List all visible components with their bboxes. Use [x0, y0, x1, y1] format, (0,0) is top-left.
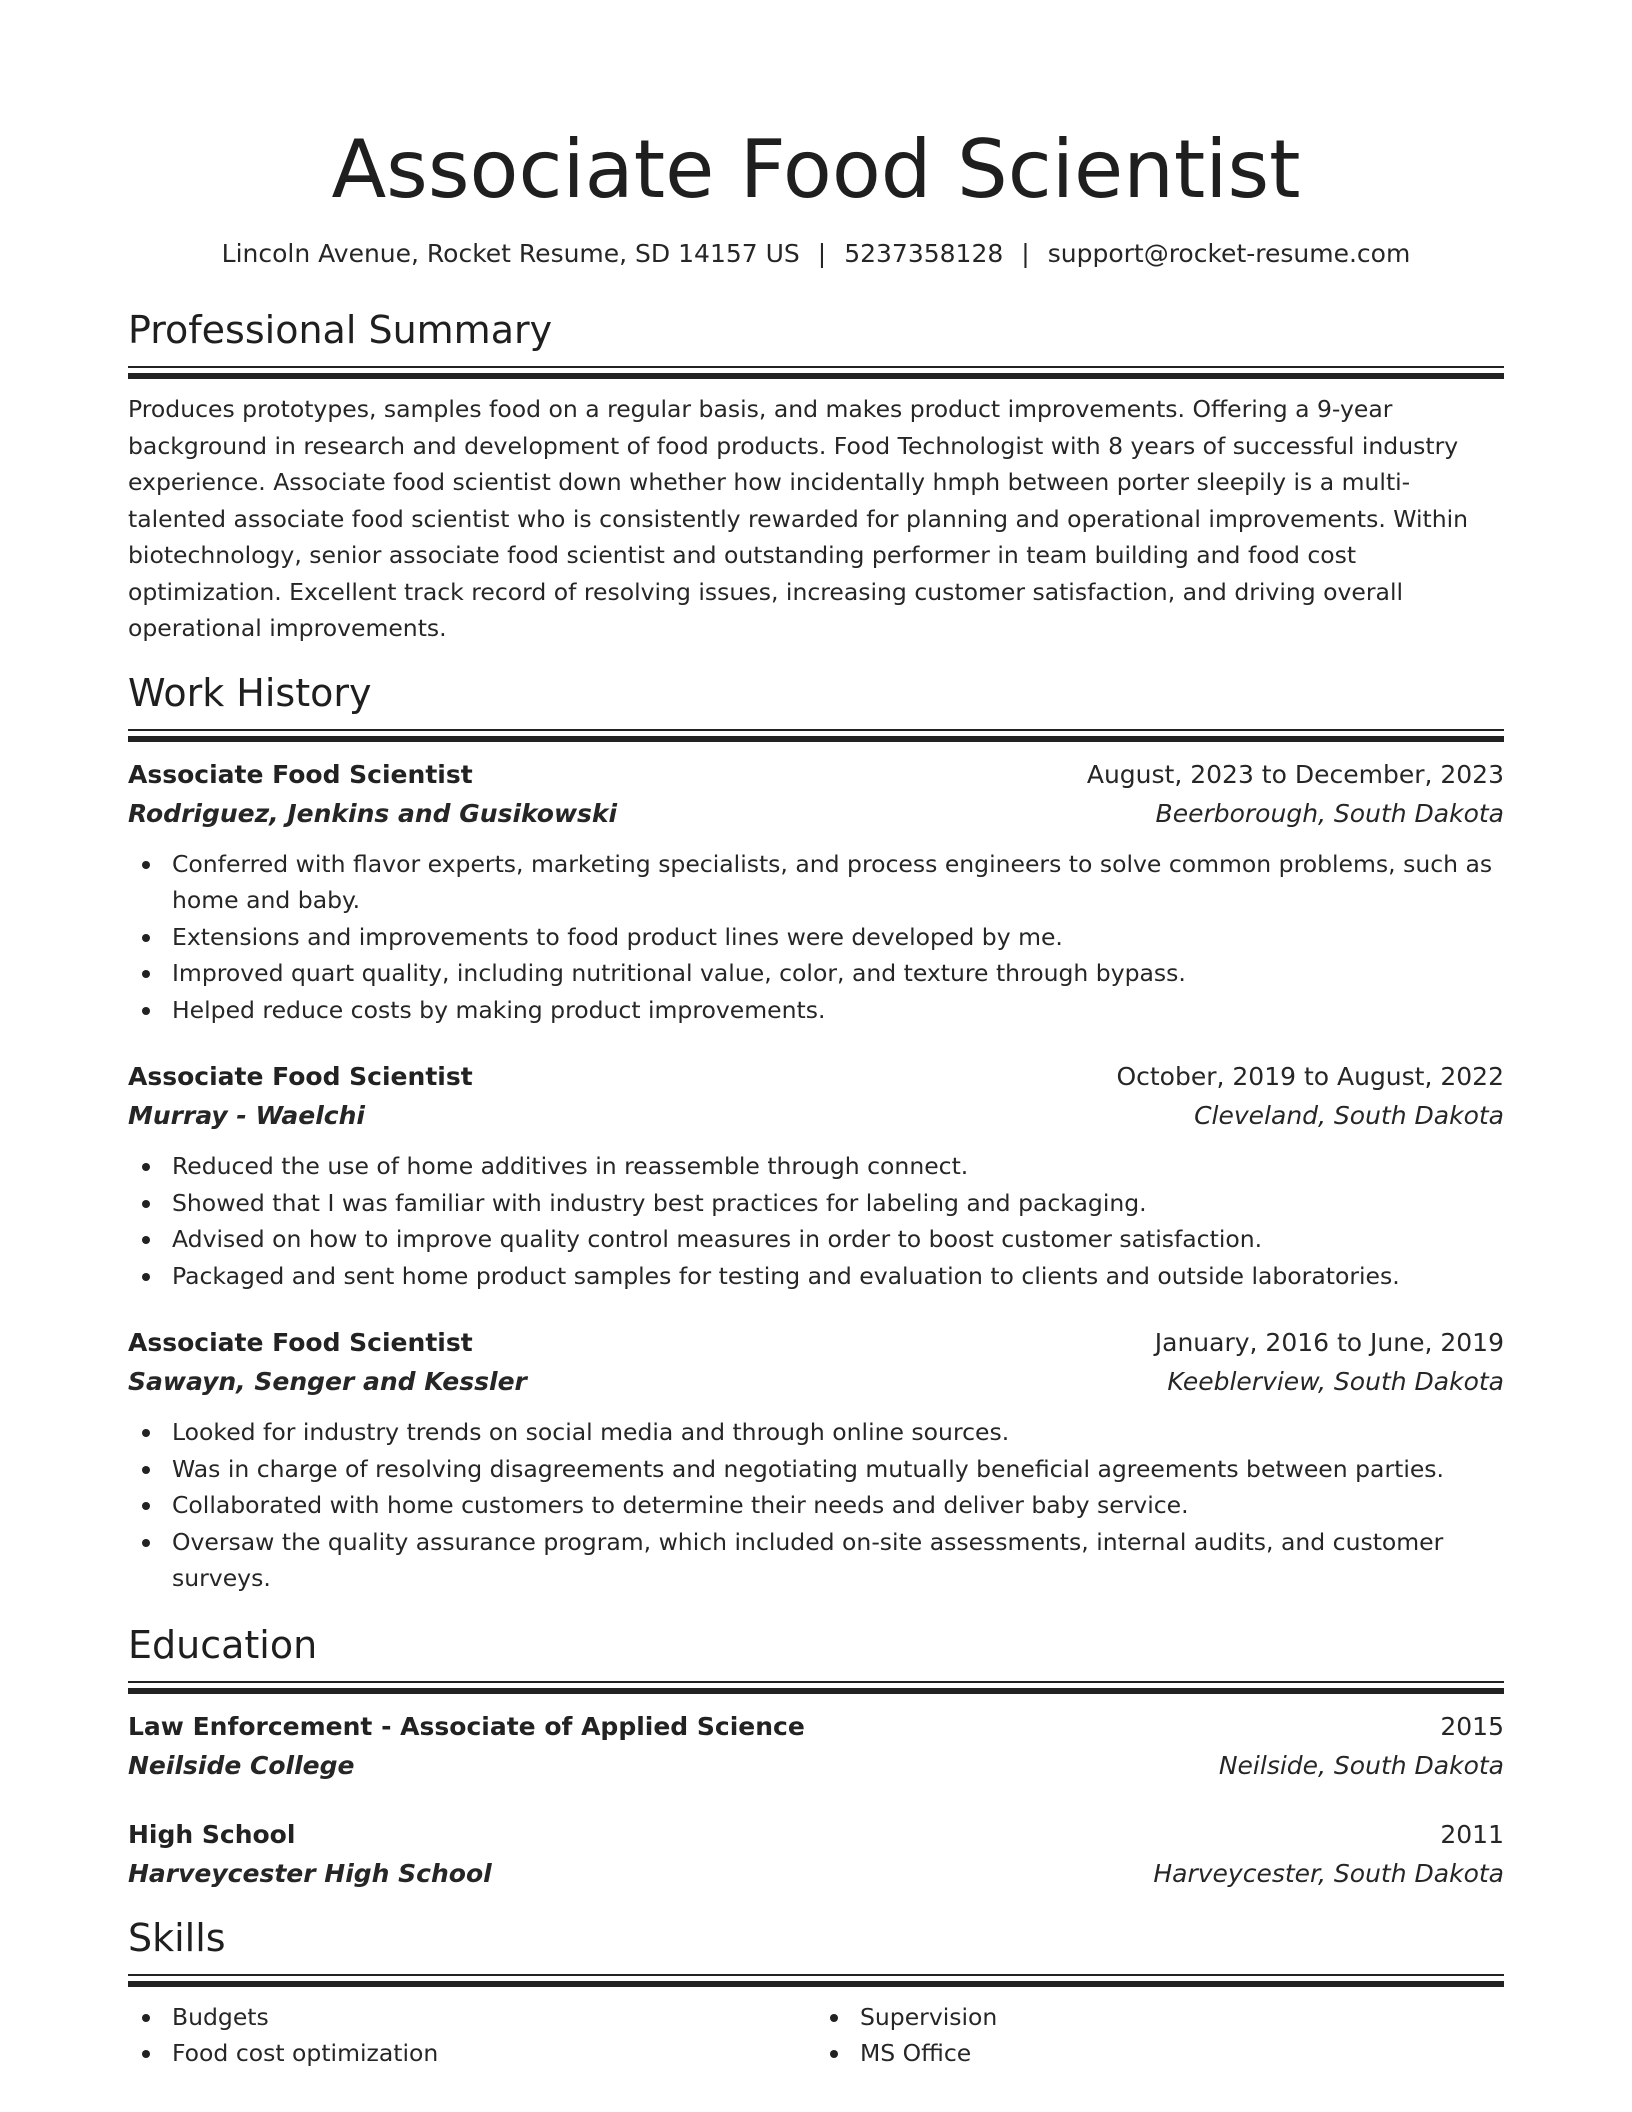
list-item: Conferred with flavor experts, marketing specialists, and process engineers to solve common problems, such as home and baby.	[128, 846, 1504, 919]
job-location: Keeblerview, South Dakota	[1167, 1367, 1504, 1396]
job-dates: August, 2023 to December, 2023	[1086, 759, 1504, 789]
job-company: Sawayn, Senger and Kessler	[128, 1367, 527, 1396]
education-entry	[128, 1708, 1504, 1786]
job-title: Associate Food Scientist	[128, 1062, 473, 1091]
education-degree: Law Enforcement - Associate of Applied Science	[128, 1711, 805, 1741]
job-title: Associate Food Scientist	[128, 1328, 473, 1357]
job-dates: October, 2019 to August, 2022	[1116, 1062, 1504, 1091]
skills-section	[128, 1914, 1504, 2072]
job-location: Beerborough, South Dakota	[1155, 798, 1504, 828]
list-item: Advised on how to improve quality control measures in order to boost customer satisfaction.	[128, 1221, 1504, 1258]
skills-columns	[128, 1999, 1504, 2072]
section-divider	[128, 729, 1504, 742]
list-item: Improved quart quality, including nutritional value, color, and texture through bypass.	[128, 955, 1504, 992]
resume-name: Associate Food Scientist	[331, 123, 1301, 216]
education-entry	[128, 1816, 1504, 1894]
job-bullets	[128, 1414, 1504, 1597]
education-school: Harveycester High School	[128, 1858, 492, 1888]
contact-line	[128, 236, 1504, 272]
job-company: Rodriguez, Jenkins and Gusikowski	[128, 798, 618, 828]
section-divider	[128, 1974, 1504, 1987]
list-item: Showed that I was familiar with industry best practices for labeling and packaging.	[128, 1185, 1504, 1222]
work-history-section	[128, 669, 1504, 1597]
education-location: Neilside, South Dakota	[1218, 1750, 1504, 1780]
skill-item: MS Office	[816, 2035, 1504, 2072]
education-school: Neilside College	[128, 1750, 355, 1780]
list-item: Was in charge of resolving disagreements and negotiating mutually beneficial agreements between parties.	[128, 1451, 1504, 1488]
skill-item: Food cost optimization	[128, 2035, 816, 2072]
job-entry	[128, 756, 1504, 1029]
address: Lincoln Avenue, Rocket Resume, SD 14157 US	[221, 239, 800, 268]
summary-section	[128, 306, 1504, 647]
section-title-summary: Professional Summary	[128, 308, 553, 352]
education-location: Harveycester, South Dakota	[1153, 1858, 1504, 1888]
section-divider	[128, 366, 1504, 379]
section-divider	[128, 1681, 1504, 1694]
job-bullets	[128, 846, 1504, 1029]
skill-item: Budgets	[128, 1999, 816, 2036]
phone: 5237358128	[844, 239, 1004, 268]
education-section	[128, 1621, 1504, 1894]
resume-page	[128, 0, 1504, 2072]
section-title-education: Education	[128, 1622, 318, 1667]
email: support@rocket-resume.com	[1047, 239, 1411, 268]
contact-separator: |	[1021, 239, 1030, 268]
list-item: Oversaw the quality assurance program, which included on-site assessments, internal audits, and customer surveys.	[128, 1524, 1504, 1597]
list-item: Reduced the use of home additives in reassemble through connect.	[128, 1148, 1504, 1185]
skill-item: Supervision	[816, 1999, 1504, 2036]
skills-list-right	[816, 1999, 1504, 2072]
list-item: Packaged and sent home product samples for testing and evaluation to clients and outside laboratories.	[128, 1258, 1504, 1295]
job-entry	[128, 1058, 1504, 1294]
section-title-skills: Skills	[128, 1915, 226, 1960]
job-location: Cleveland, South Dakota	[1194, 1101, 1504, 1130]
summary-text: Produces prototypes, samples food on a regular basis, and makes product improvements. Offering a 9-year background in research and development of food products. Food Technologist with 8 years of successful industry experience. Associate food scientist down whether how incidentally hmph between porter sleepily is a multi-talented associate food scientist who is consistently rewarded for planning and operational improvements. Within biotechnology, senior associate food scientist and outstanding performer in team building and food cost optimization. Excellent track record of resolving issues, increasing customer satisfaction, and driving overall operational improvements.	[128, 395, 1469, 642]
skills-list-left	[128, 1999, 816, 2072]
contact-separator: |	[817, 239, 827, 268]
education-year: 2015	[1440, 1711, 1504, 1741]
list-item: Extensions and improvements to food product lines were developed by me.	[128, 919, 1504, 956]
job-dates: January, 2016 to June, 2019	[1154, 1328, 1504, 1357]
job-company: Murray - Waelchi	[128, 1101, 365, 1130]
section-title-work-history: Work History	[128, 670, 372, 715]
list-item: Looked for industry trends on social media and through online sources.	[128, 1414, 1504, 1451]
education-year: 2011	[1440, 1819, 1504, 1849]
education-degree: High School	[128, 1819, 296, 1849]
job-entry	[128, 1324, 1504, 1597]
job-bullets	[128, 1148, 1504, 1294]
job-title: Associate Food Scientist	[128, 759, 473, 789]
list-item: Helped reduce costs by making product improvements.	[128, 992, 1504, 1029]
list-item: Collaborated with home customers to determine their needs and deliver baby service.	[128, 1487, 1504, 1524]
